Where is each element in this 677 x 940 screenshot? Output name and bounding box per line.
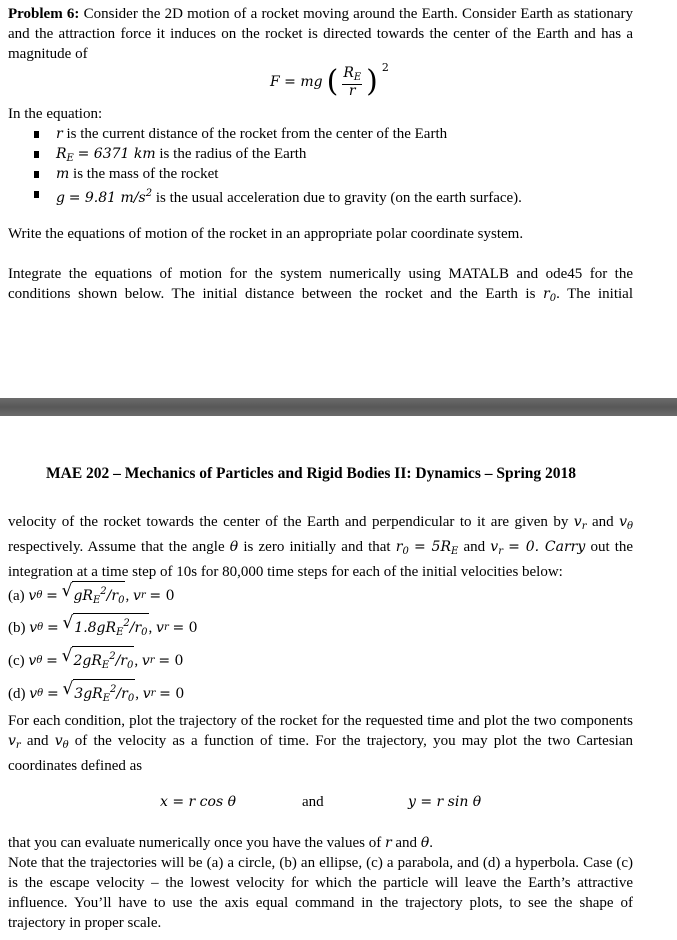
and-word: and: [302, 794, 324, 810]
case-a: (a) v θ = √ $gR_E^2/r_0$ , v r = 0: [8, 585, 174, 607]
note-paragraph: Note that the trajectories will be (a) a circle, (b) an ellipse, (c) a parabola, and (d) a hyperbola. Case (c) is the escape velocity – the lowest velocity for which the particle will leave the Earth’s attractive influence. You’ll have to use the axis equal command in the trajectory plots, to see the shape of trajectory in proper scale.: [8, 855, 633, 931]
velocity-paragraph: velocity of the rocket towards the center of the Earth and perpendicular to it are given by $v_r$ and $v_\theta$ respectively. Assume that the angle θ is zero initially and that $r_0 = 5R_E$ and $v_r = 0$. Carry out the integration at a time step of 10s for 80,000 time steps for each of the initial velocities below:: [8, 514, 634, 580]
integrate-paragraph: Integrate the equations of motion for the system numerically using MATALB and ode45 for the conditions shown below. The initial distance between the rocket and the Earth is $r_0$. The initial: [8, 266, 634, 304]
y-coordinate-equation: y = r sin θ: [408, 794, 482, 810]
sqrt-expression: √ $gR_E^2/r_0$: [62, 581, 126, 611]
x-coordinate-equation: x = r cos θ: [160, 794, 237, 810]
case-b: (b) v θ = √ $1.8gR_E^2/r_0$ , v r = 0: [8, 617, 198, 639]
force-equation-exponent: 2: [381, 61, 389, 74]
list-item: g = 9.81 $m/s^2$ is the usual acceleration due to gravity (on the earth surface).: [34, 184, 634, 204]
force-equation-lhs: F = mg: [270, 74, 323, 90]
plot-instructions-paragraph: For each condition, plot the trajectory of the rocket for the requested time and plot the two components $v_r$ and $v_\theta$ of the velocity as a function of time. For the trajectory, you may plot the two Cartesian coordinates defined as: [8, 713, 633, 774]
evaluate-paragraph: that you can evaluate numerically once you have the values of r and θ.: [8, 835, 433, 851]
bullet-icon: [34, 171, 39, 178]
page-break-divider: [0, 398, 677, 416]
document-page-1: [0, 0, 677, 398]
force-equation-fraction: $\frac{R_E}{r}$: [343, 64, 362, 99]
problem-label: Problem 6:: [8, 6, 80, 22]
problem-intro-text: Consider the 2D motion of a rocket moving around the Earth. Consider Earth as stationary and the attraction force it induces on the rocket is directed towards the center of the Earth and has a magnitude of: [8, 6, 633, 62]
sqrt-expression: √ $2gR_E^2/r_0$: [62, 646, 135, 676]
write-eom-paragraph: Write the equations of motion of the rocket in an appropriate polar coordinate system.: [8, 226, 524, 242]
case-c: (c) v θ = √ $2gR_E^2/r_0$ , v r = 0: [8, 650, 183, 672]
symbol-definition-list: [34, 124, 634, 204]
problem-intro-paragraph: [8, 4, 633, 64]
force-equation: F = mg ( $\frac{R_E}{r}$ ) 2: [270, 62, 389, 102]
sqrt-expression: √ $3gR_E^2/r_0$: [62, 679, 135, 709]
list-item: m is the mass of the rocket: [34, 164, 634, 184]
case-d: (d) v θ = √ $3gR_E^2/r_0$ , v r = 0: [8, 683, 184, 705]
bullet-icon: [34, 151, 39, 158]
bullet-icon: [34, 191, 39, 198]
list-item: $R_E = 6371$ km is the radius of the Earth: [34, 144, 634, 164]
in-the-equation-label: In the equation:: [8, 106, 103, 122]
course-header: MAE 202 – Mechanics of Particles and Rigid Bodies II: Dynamics – Spring 2018: [46, 465, 577, 482]
list-item: r is the current distance of the rocket from the center of the Earth: [34, 124, 634, 144]
bullet-icon: [34, 131, 39, 138]
sqrt-expression: √ $1.8gR_E^2/r_0$: [62, 613, 148, 643]
